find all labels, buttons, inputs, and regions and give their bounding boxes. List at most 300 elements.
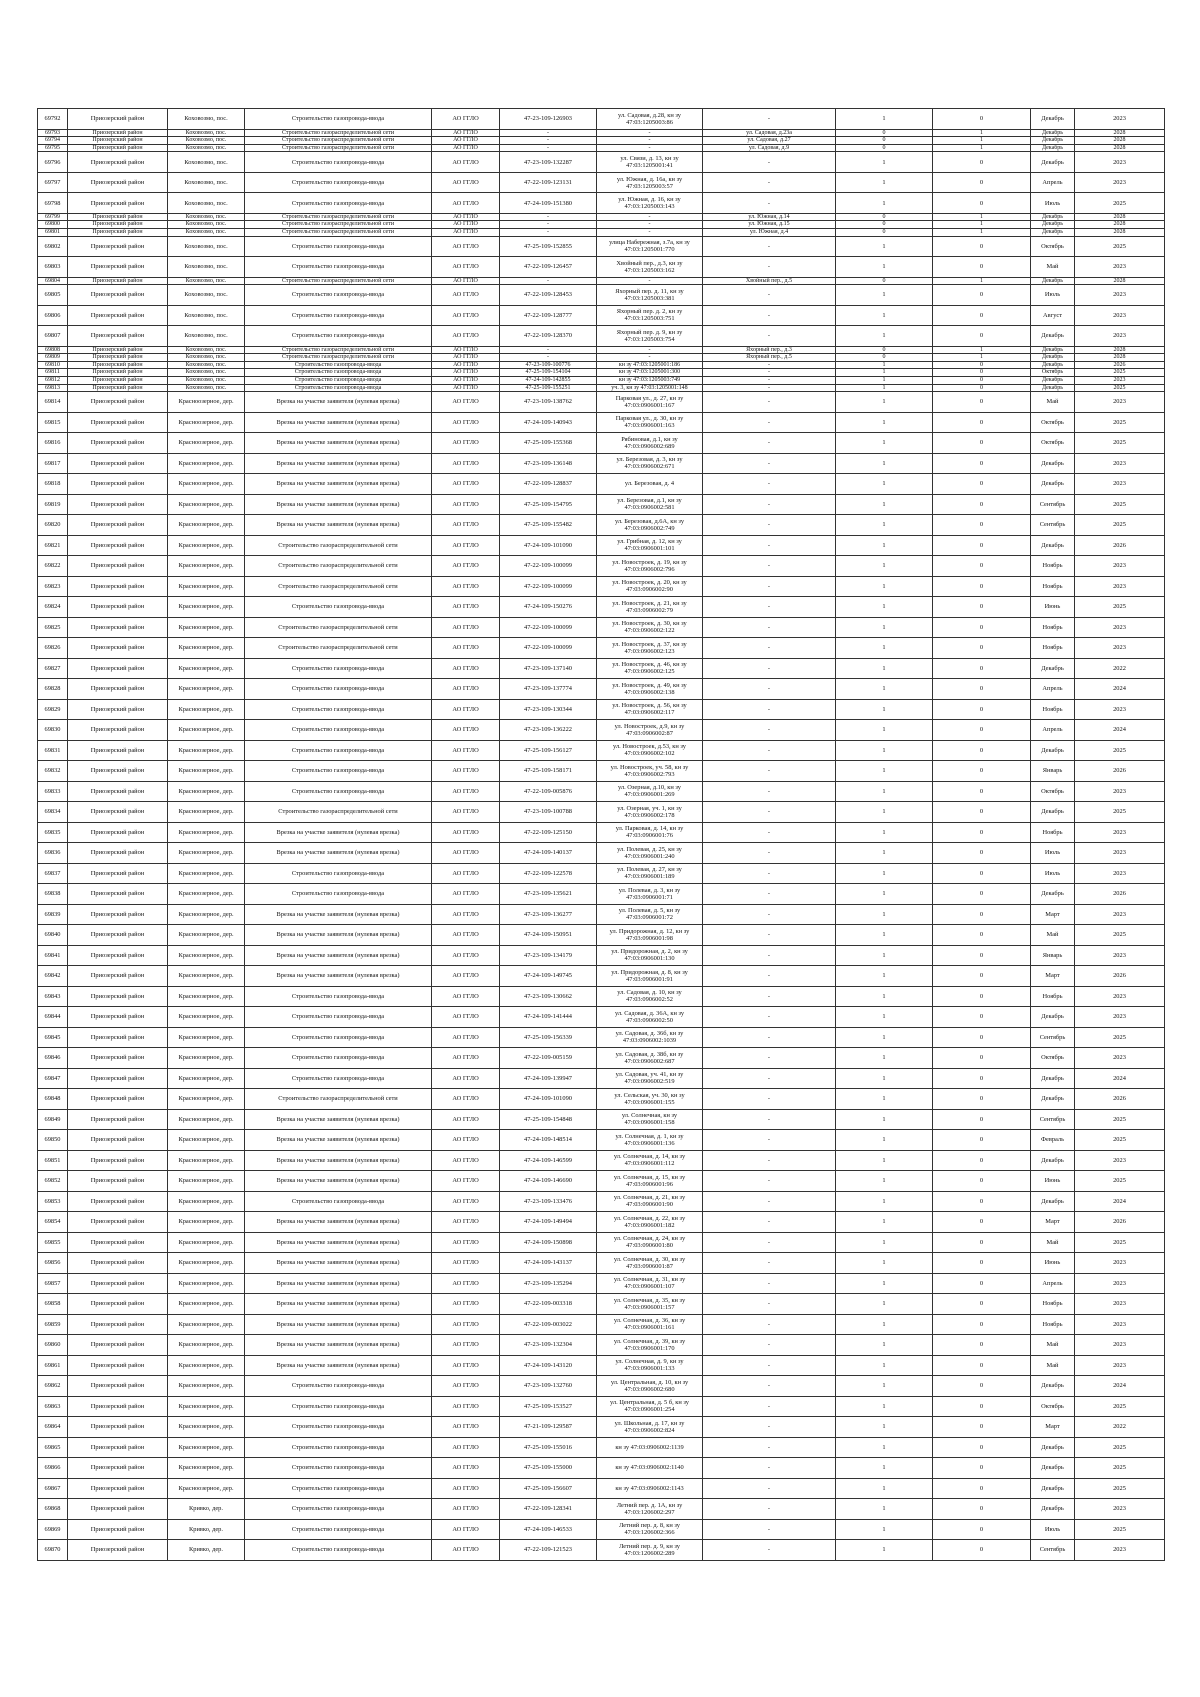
cell-address: - — [597, 129, 703, 137]
cell-district: Приозерский район — [68, 384, 168, 392]
cell-work-type: Врезка на участке заявителя (нулевая врезка) — [245, 392, 432, 413]
cell-month: Май — [1031, 1335, 1075, 1356]
cell-count-b: 0 — [933, 1540, 1031, 1561]
cell-district: Приозерский район — [68, 1253, 168, 1274]
cell-count-b: 0 — [933, 597, 1031, 618]
cell-address: ул. Солнечная, д. 21, кн зу 47:03:0906001:90 — [597, 1191, 703, 1212]
cell-work-type: Строительство газопровода-ввода — [245, 1376, 432, 1397]
cell-month: Май — [1031, 1355, 1075, 1376]
cell-month: Июнь — [1031, 597, 1075, 618]
cell-count-a: 1 — [836, 904, 933, 925]
table-row — [38, 1335, 1165, 1356]
cell-month: Апрель — [1031, 679, 1075, 700]
cell-settlement: Красноозерное, дер. — [168, 1437, 245, 1458]
cell-year: 2023 — [1075, 781, 1165, 802]
cell-month: Май — [1031, 925, 1075, 946]
cell-contract-number: 47-23-109-130662 — [500, 986, 597, 1007]
cell-count-a: 1 — [836, 1437, 933, 1458]
cell-district: Приозерский район — [68, 1171, 168, 1192]
cell-address: ул. Новостроек, д. 21, кн зу 47:03:0906002:79 — [597, 597, 703, 618]
cell-work-type: Строительство газопровода-ввода — [245, 361, 432, 369]
cell-district: Приозерский район — [68, 236, 168, 257]
cell-count-b: 0 — [933, 384, 1031, 392]
cell-contract-number: 47-25-109-156607 — [500, 1478, 597, 1499]
table-row — [38, 617, 1165, 638]
cell-object-address: - — [703, 1007, 836, 1028]
table-row — [38, 535, 1165, 556]
cell-row-number: 69860 — [38, 1335, 68, 1356]
cell-count-a: 0 — [836, 221, 933, 229]
cell-row-number: 69830 — [38, 720, 68, 741]
table-row — [38, 172, 1165, 193]
cell-count-a: 1 — [836, 761, 933, 782]
cell-count-b: 1 — [933, 228, 1031, 236]
cell-district: Приозерский район — [68, 433, 168, 454]
cell-address: ул. Связи, д. 13, кн зу 47:03:1205001:41 — [597, 152, 703, 173]
cell-object-address: - — [703, 740, 836, 761]
cell-address: ул. Березовая, д. 3, кн зу 47:03:0906002:671 — [597, 453, 703, 474]
cell-address: ул. Садовая, д. 38б, кн зу 47:03:0906002:687 — [597, 1048, 703, 1069]
cell-object-address: - — [703, 802, 836, 823]
cell-address: ул. Солнечная, кн зу 47:03:0906001:158 — [597, 1109, 703, 1130]
cell-address: кн зу 47:03:1205001:186 — [597, 361, 703, 369]
cell-count-a: 1 — [836, 781, 933, 802]
cell-organization: АО ГГЛО — [432, 1335, 500, 1356]
cell-settlement: Коховозмо, пос. — [168, 152, 245, 173]
cell-count-a: 1 — [836, 326, 933, 347]
cell-count-a: 1 — [836, 556, 933, 577]
cell-district: Приозерский район — [68, 494, 168, 515]
cell-count-a: 0 — [836, 213, 933, 221]
table-row — [38, 556, 1165, 577]
cell-count-b: 0 — [933, 986, 1031, 1007]
cell-work-type: Строительство газопровода-ввода — [245, 1007, 432, 1028]
cell-organization: АО ГГЛО — [432, 556, 500, 577]
cell-work-type: Строительство газопровода-ввода — [245, 863, 432, 884]
cell-district: Приозерский район — [68, 152, 168, 173]
cell-district: Приозерский район — [68, 285, 168, 306]
cell-count-b: 0 — [933, 326, 1031, 347]
cell-row-number: 69841 — [38, 945, 68, 966]
cell-address: Парковая ул., д. 27, кн зу 47:03:0906001:167 — [597, 392, 703, 413]
cell-organization: АО ГГЛО — [432, 1499, 500, 1520]
cell-settlement: Красноозерное, дер. — [168, 1171, 245, 1192]
cell-work-type: Строительство газопровода-ввода — [245, 1478, 432, 1499]
cell-work-type: Строительство газопровода-ввода — [245, 699, 432, 720]
cell-organization: АО ГГЛО — [432, 1027, 500, 1048]
cell-organization: АО ГГЛО — [432, 1068, 500, 1089]
cell-row-number: 69858 — [38, 1294, 68, 1315]
cell-contract-number: 47-24-109-146599 — [500, 1150, 597, 1171]
cell-year: 2025 — [1075, 412, 1165, 433]
cell-address: ул. Новостроек, д. 37, кн зу 47:03:0906002:123 — [597, 638, 703, 659]
cell-organization: АО ГГЛО — [432, 986, 500, 1007]
cell-count-a: 1 — [836, 1478, 933, 1499]
cell-work-type: Строительство газораспределительной сети — [245, 1089, 432, 1110]
cell-year: 2023 — [1075, 904, 1165, 925]
cell-settlement: Красноозерное, дер. — [168, 1376, 245, 1397]
cell-count-a: 1 — [836, 1007, 933, 1028]
cell-work-type: Врезка на участке заявителя (нулевая врезка) — [245, 474, 432, 495]
cell-work-type: Строительство газораспределительной сети — [245, 802, 432, 823]
cell-row-number: 69806 — [38, 305, 68, 326]
cell-district: Приозерский район — [68, 617, 168, 638]
cell-count-a: 1 — [836, 720, 933, 741]
cell-district: Приозерский район — [68, 720, 168, 741]
cell-contract-number: 47-22-109-128341 — [500, 1499, 597, 1520]
table-row — [38, 761, 1165, 782]
cell-address: ул. Новостроек, д.53, кн зу 47:03:0906002:102 — [597, 740, 703, 761]
cell-contract-number: 47-24-109-143137 — [500, 1253, 597, 1274]
table-row — [38, 236, 1165, 257]
cell-month: Февраль — [1031, 1130, 1075, 1151]
cell-object-address: Хвойный пер., д.5 — [703, 277, 836, 285]
cell-organization: АО ГГЛО — [432, 576, 500, 597]
cell-year: 2025 — [1075, 740, 1165, 761]
cell-count-a: 0 — [836, 354, 933, 362]
table-row — [38, 699, 1165, 720]
cell-object-address: - — [703, 494, 836, 515]
cell-work-type: Строительство газопровода-ввода — [245, 236, 432, 257]
cell-count-b: 0 — [933, 1355, 1031, 1376]
cell-object-address: - — [703, 925, 836, 946]
cell-count-a: 1 — [836, 453, 933, 474]
cell-row-number: 69808 — [38, 346, 68, 354]
cell-settlement: Красноозерное, дер. — [168, 720, 245, 741]
cell-organization: АО ГГЛО — [432, 1417, 500, 1438]
cell-settlement: Коховозмо, пос. — [168, 137, 245, 145]
cell-object-address: - — [703, 285, 836, 306]
cell-address: ул. Полевая, д. 3, кн зу 47:03:0906001:71 — [597, 884, 703, 905]
cell-row-number: 69827 — [38, 658, 68, 679]
cell-object-address: Яхорный пер., д.3 — [703, 346, 836, 354]
cell-address: Парковая ул., д. 30, кн зу 47:03:0906001:163 — [597, 412, 703, 433]
cell-object-address: - — [703, 384, 836, 392]
cell-year: 2026 — [1075, 361, 1165, 369]
cell-settlement: Красноозерное, дер. — [168, 638, 245, 659]
cell-count-b: 0 — [933, 305, 1031, 326]
cell-count-a: 0 — [836, 137, 933, 145]
cell-settlement: Красноозерное, дер. — [168, 1048, 245, 1069]
cell-settlement: Красноозерное, дер. — [168, 679, 245, 700]
cell-district: Приозерский район — [68, 1130, 168, 1151]
cell-work-type: Строительство газораспределительной сети — [245, 213, 432, 221]
cell-row-number: 69826 — [38, 638, 68, 659]
cell-month: Май — [1031, 257, 1075, 278]
cell-month: Декабрь — [1031, 354, 1075, 362]
cell-contract-number: 47-22-109-100099 — [500, 617, 597, 638]
cell-row-number: 69845 — [38, 1027, 68, 1048]
cell-month: Декабрь — [1031, 1191, 1075, 1212]
cell-work-type: Строительство газораспределительной сети — [245, 228, 432, 236]
cell-month: Декабрь — [1031, 326, 1075, 347]
cell-month: Декабрь — [1031, 109, 1075, 130]
cell-contract-number: 47-24-109-143120 — [500, 1355, 597, 1376]
table-row — [38, 1253, 1165, 1274]
cell-work-type: Строительство газораспределительной сети — [245, 137, 432, 145]
cell-year: 2028 — [1075, 346, 1165, 354]
cell-contract-number: 47-23-109-100788 — [500, 802, 597, 823]
cell-month: Декабрь — [1031, 144, 1075, 152]
cell-count-b: 0 — [933, 720, 1031, 741]
cell-settlement: Коховозмо, пос. — [168, 384, 245, 392]
table-row — [38, 597, 1165, 618]
cell-object-address: - — [703, 1417, 836, 1438]
cell-object-address: ул. Южная, д.4 — [703, 228, 836, 236]
cell-settlement: Красноозерное, дер. — [168, 1294, 245, 1315]
cell-settlement: Коховозмо, пос. — [168, 346, 245, 354]
cell-organization: АО ГГЛО — [432, 1191, 500, 1212]
cell-organization: АО ГГЛО — [432, 453, 500, 474]
cell-contract-number: 47-24-109-140943 — [500, 412, 597, 433]
cell-count-b: 0 — [933, 802, 1031, 823]
table-row — [38, 1273, 1165, 1294]
cell-settlement: Красноозерное, дер. — [168, 1253, 245, 1274]
cell-count-a: 1 — [836, 1232, 933, 1253]
cell-month: Декабрь — [1031, 802, 1075, 823]
cell-organization: АО ГГЛО — [432, 535, 500, 556]
cell-year: 2025 — [1075, 494, 1165, 515]
cell-year: 2023 — [1075, 1499, 1165, 1520]
cell-organization: АО ГГЛО — [432, 346, 500, 354]
cell-settlement: Красноозерное, дер. — [168, 986, 245, 1007]
cell-contract-number: 47-22-109-003022 — [500, 1314, 597, 1335]
cell-district: Приозерский район — [68, 863, 168, 884]
cell-row-number: 69795 — [38, 144, 68, 152]
cell-row-number: 69820 — [38, 515, 68, 536]
table-row — [38, 904, 1165, 925]
cell-row-number: 69870 — [38, 1540, 68, 1561]
cell-work-type: Строительство газораспределительной сети — [245, 556, 432, 577]
cell-count-a: 1 — [836, 658, 933, 679]
cell-row-number: 69811 — [38, 369, 68, 377]
cell-object-address: - — [703, 1109, 836, 1130]
cell-work-type: Врезка на участке заявителя (нулевая врезка) — [245, 1232, 432, 1253]
cell-organization: АО ГГЛО — [432, 1519, 500, 1540]
cell-year: 2025 — [1075, 1109, 1165, 1130]
cell-row-number: 69824 — [38, 597, 68, 618]
cell-district: Приозерский район — [68, 1068, 168, 1089]
cell-year: 2023 — [1075, 822, 1165, 843]
cell-month: Май — [1031, 1232, 1075, 1253]
cell-count-a: 1 — [836, 597, 933, 618]
cell-work-type: Строительство газопровода-ввода — [245, 761, 432, 782]
cell-work-type: Врезка на участке заявителя (нулевая врезка) — [245, 843, 432, 864]
cell-object-address: - — [703, 1396, 836, 1417]
cell-district: Приозерский район — [68, 1458, 168, 1479]
table-row — [38, 1212, 1165, 1233]
cell-organization: АО ГГЛО — [432, 1273, 500, 1294]
cell-year: 2028 — [1075, 137, 1165, 145]
cell-count-b: 0 — [933, 1130, 1031, 1151]
table-row — [38, 843, 1165, 864]
cell-settlement: Красноозерное, дер. — [168, 1007, 245, 1028]
cell-contract-number: 47-22-109-128453 — [500, 285, 597, 306]
cell-district: Приозерский район — [68, 884, 168, 905]
cell-object-address: - — [703, 1540, 836, 1561]
cell-settlement: Коховозмо, пос. — [168, 172, 245, 193]
cell-object-address: - — [703, 679, 836, 700]
cell-row-number: 69796 — [38, 152, 68, 173]
cell-work-type: Строительство газопровода-ввода — [245, 1519, 432, 1540]
cell-address: кн зу 47:03:0906002:1140 — [597, 1458, 703, 1479]
cell-count-a: 1 — [836, 1130, 933, 1151]
cell-count-b: 0 — [933, 761, 1031, 782]
cell-object-address: - — [703, 1499, 836, 1520]
cell-count-b: 0 — [933, 1212, 1031, 1233]
cell-contract-number: 47-24-109-150951 — [500, 925, 597, 946]
cell-count-b: 0 — [933, 1417, 1031, 1438]
cell-count-a: 1 — [836, 193, 933, 214]
cell-object-address: - — [703, 1232, 836, 1253]
cell-address: ул. Солнечная, д. 39, кн зу 47:03:0906001:170 — [597, 1335, 703, 1356]
cell-object-address: - — [703, 761, 836, 782]
cell-object-address: - — [703, 412, 836, 433]
cell-count-b: 0 — [933, 412, 1031, 433]
cell-count-a: 1 — [836, 945, 933, 966]
table-row — [38, 137, 1165, 145]
cell-year: 2028 — [1075, 144, 1165, 152]
cell-organization: АО ГГЛО — [432, 144, 500, 152]
cell-organization: АО ГГЛО — [432, 1212, 500, 1233]
cell-object-address: - — [703, 1294, 836, 1315]
cell-contract-number: 47-23-109-138762 — [500, 392, 597, 413]
cell-row-number: 69829 — [38, 699, 68, 720]
cell-contract-number: 47-24-109-101090 — [500, 1089, 597, 1110]
cell-address: ул. Полевая, д. 27, кн зу 47:03:0906001:189 — [597, 863, 703, 884]
cell-count-a: 1 — [836, 305, 933, 326]
cell-object-address: - — [703, 433, 836, 454]
cell-year: 2028 — [1075, 221, 1165, 229]
cell-object-address: - — [703, 236, 836, 257]
cell-year: 2025 — [1075, 433, 1165, 454]
cell-count-b: 0 — [933, 515, 1031, 536]
cell-count-b: 0 — [933, 257, 1031, 278]
cell-work-type: Строительство газопровода-ввода — [245, 305, 432, 326]
cell-row-number: 69807 — [38, 326, 68, 347]
cell-year: 2025 — [1075, 925, 1165, 946]
cell-object-address: - — [703, 1335, 836, 1356]
cell-settlement: Красноозерное, дер. — [168, 1314, 245, 1335]
cell-organization: АО ГГЛО — [432, 228, 500, 236]
cell-district: Приозерский район — [68, 213, 168, 221]
cell-organization: АО ГГЛО — [432, 494, 500, 515]
cell-count-a: 1 — [836, 433, 933, 454]
cell-settlement: Красноозерное, дер. — [168, 1150, 245, 1171]
cell-row-number: 69802 — [38, 236, 68, 257]
cell-month: Декабрь — [1031, 1068, 1075, 1089]
table-row — [38, 193, 1165, 214]
cell-year: 2025 — [1075, 1232, 1165, 1253]
cell-contract-number: 47-23-109-132760 — [500, 1376, 597, 1397]
table-row — [38, 884, 1165, 905]
cell-count-a: 1 — [836, 152, 933, 173]
cell-year: 2028 — [1075, 277, 1165, 285]
cell-count-a: 1 — [836, 285, 933, 306]
cell-settlement: Красноозерное, дер. — [168, 1027, 245, 1048]
cell-work-type: Строительство газопровода-ввода — [245, 1027, 432, 1048]
cell-settlement: Кривко, дер. — [168, 1499, 245, 1520]
cell-year: 2023 — [1075, 285, 1165, 306]
cell-contract-number: 47-23-109-132304 — [500, 1335, 597, 1356]
table-row — [38, 277, 1165, 285]
cell-row-number: 69801 — [38, 228, 68, 236]
cell-address: ул. Полевая, д. 25, кн зу 47:03:0906001:240 — [597, 843, 703, 864]
cell-settlement: Красноозерное, дер. — [168, 699, 245, 720]
cell-year: 2028 — [1075, 213, 1165, 221]
cell-count-a: 1 — [836, 1314, 933, 1335]
cell-row-number: 69823 — [38, 576, 68, 597]
cell-month: Декабрь — [1031, 384, 1075, 392]
table-row — [38, 326, 1165, 347]
cell-count-a: 1 — [836, 1355, 933, 1376]
cell-row-number: 69828 — [38, 679, 68, 700]
cell-month: Декабрь — [1031, 740, 1075, 761]
cell-address: Рябиновая, д.1, кн зу 47:03:0906002:689 — [597, 433, 703, 454]
cell-contract-number: 47-25-109-152855 — [500, 236, 597, 257]
cell-contract-number: 47-22-109-125150 — [500, 822, 597, 843]
cell-settlement: Коховозмо, пос. — [168, 377, 245, 385]
cell-month: Декабрь — [1031, 658, 1075, 679]
cell-object-address: - — [703, 1068, 836, 1089]
table-row — [38, 720, 1165, 741]
cell-count-b: 0 — [933, 679, 1031, 700]
cell-contract-number: 47-24-109-146690 — [500, 1171, 597, 1192]
cell-district: Приозерский район — [68, 377, 168, 385]
cell-organization: АО ГГЛО — [432, 1048, 500, 1069]
cell-settlement: Красноозерное, дер. — [168, 904, 245, 925]
cell-contract-number: 47-25-109-155251 — [500, 384, 597, 392]
cell-year: 2023 — [1075, 1355, 1165, 1376]
cell-work-type: Врезка на участке заявителя (нулевая врезка) — [245, 1273, 432, 1294]
cell-row-number: 69864 — [38, 1417, 68, 1438]
table-row — [38, 354, 1165, 362]
cell-address: ул. Южная, д. 16, кн зу 47:03:1205003:143 — [597, 193, 703, 214]
cell-row-number: 69816 — [38, 433, 68, 454]
cell-count-b: 0 — [933, 1478, 1031, 1499]
table-row — [38, 925, 1165, 946]
cell-organization: АО ГГЛО — [432, 658, 500, 679]
cell-count-b: 0 — [933, 556, 1031, 577]
cell-month: Ноябрь — [1031, 617, 1075, 638]
cell-contract-number: 47-22-109-121523 — [500, 1540, 597, 1561]
cell-object-address: - — [703, 305, 836, 326]
cell-organization: АО ГГЛО — [432, 369, 500, 377]
cell-district: Приозерский район — [68, 1089, 168, 1110]
cell-row-number: 69805 — [38, 285, 68, 306]
table-row — [38, 740, 1165, 761]
cell-count-b: 0 — [933, 1294, 1031, 1315]
cell-organization: АО ГГЛО — [432, 515, 500, 536]
cell-year: 2025 — [1075, 597, 1165, 618]
cell-count-b: 1 — [933, 129, 1031, 137]
cell-count-a: 1 — [836, 1150, 933, 1171]
cell-object-address: - — [703, 1458, 836, 1479]
cell-settlement: Коховозмо, пос. — [168, 257, 245, 278]
cell-district: Приозерский район — [68, 679, 168, 700]
cell-month: Декабрь — [1031, 1499, 1075, 1520]
cell-settlement: Коховозмо, пос. — [168, 109, 245, 130]
cell-address: ул. Новостроек, д.9, кн зу 47:03:0906002:87 — [597, 720, 703, 741]
cell-year: 2023 — [1075, 326, 1165, 347]
cell-month: Ноябрь — [1031, 822, 1075, 843]
cell-contract-number: 47-22-109-100099 — [500, 556, 597, 577]
cell-contract-number: 47-23-109-134179 — [500, 945, 597, 966]
cell-row-number: 69840 — [38, 925, 68, 946]
cell-count-a: 1 — [836, 843, 933, 864]
cell-settlement: Коховозмо, пос. — [168, 236, 245, 257]
cell-count-b: 0 — [933, 966, 1031, 987]
